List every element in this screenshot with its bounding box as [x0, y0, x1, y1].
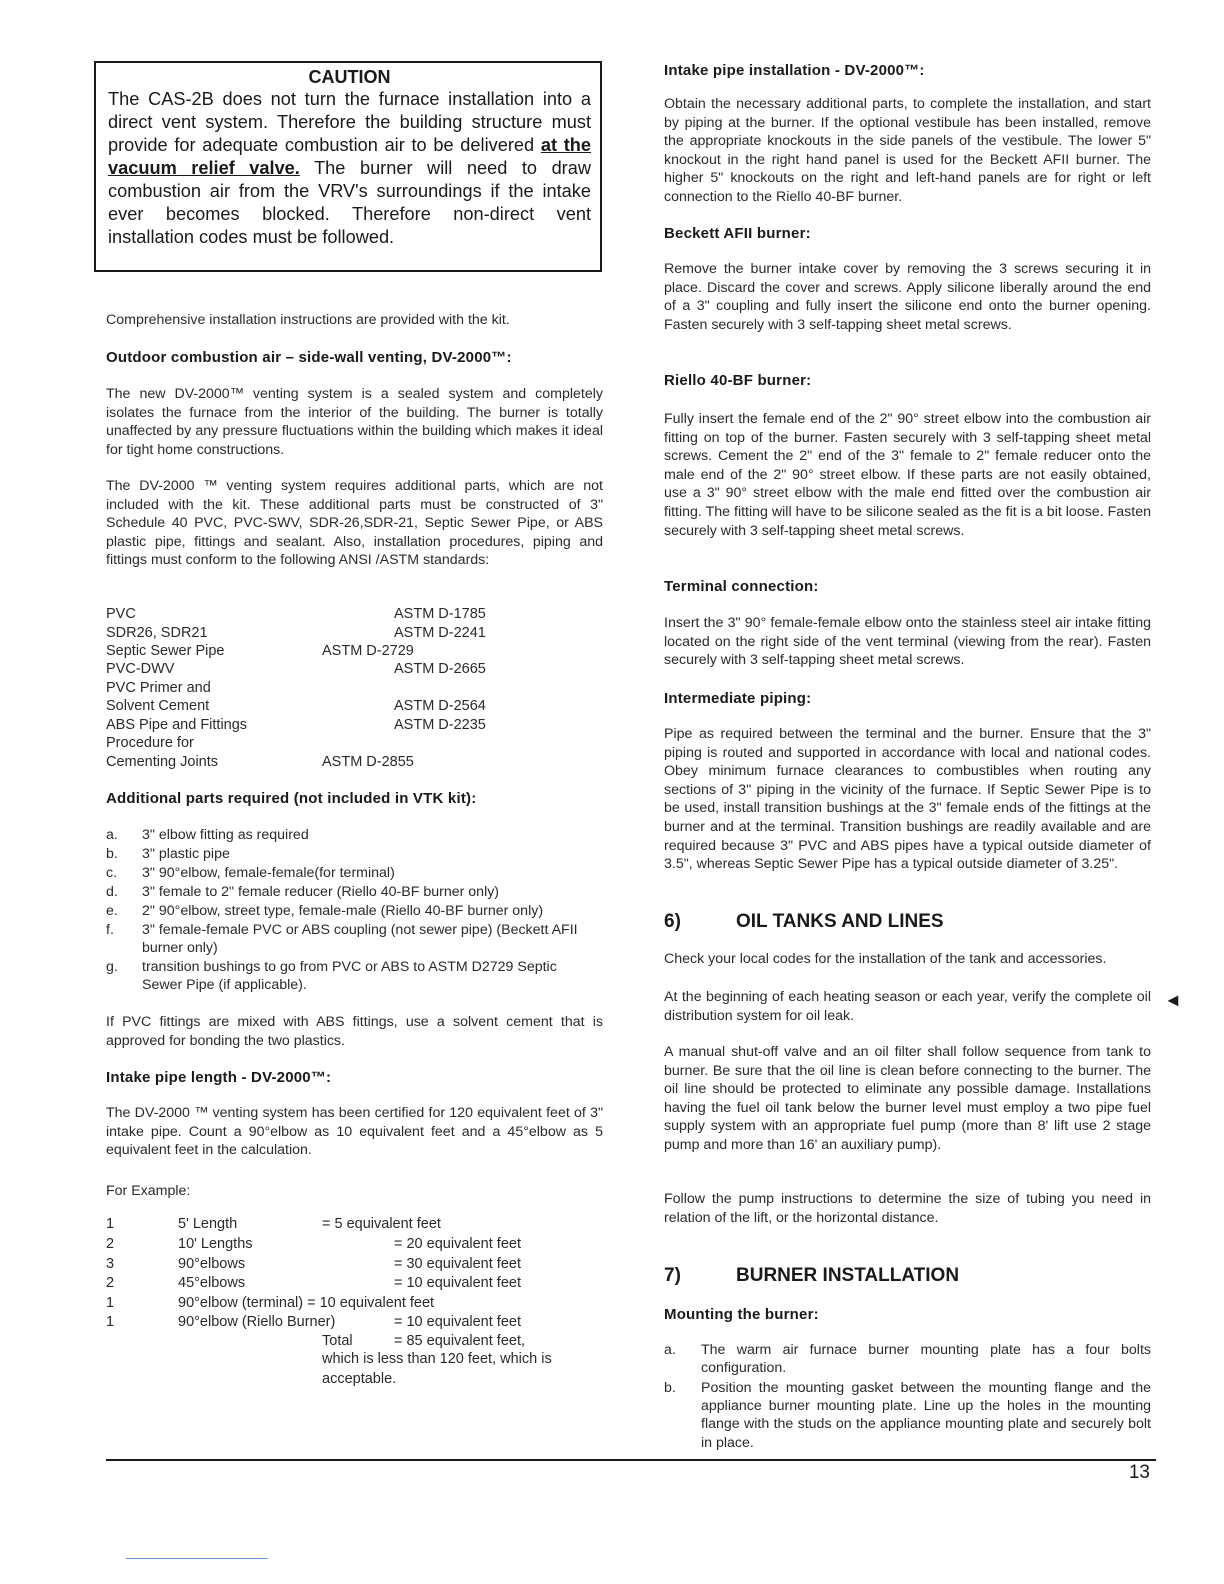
terminal-heading: Terminal connection: — [664, 578, 819, 595]
scan-mark-line — [126, 1558, 268, 1559]
oil-paragraph-2: At the beginning of each heating season or each year, verify the complete oil distribution system for oil leak. — [664, 989, 1151, 1024]
beckett-heading: Beckett AFII burner: — [664, 225, 811, 242]
oil-section-title: 6) OIL TANKS AND LINES — [664, 911, 944, 932]
length-heading: Intake pipe length - DV-2000™: — [106, 1069, 332, 1086]
outdoor-paragraph-2: The DV-2000 ™ venting system requires additional parts, which are not included with the kit. These additional parts must be constructed of 3" Schedule 40 PVC, PVC-SWV, SDR-26,SDR-21, Septic Sewer Pipe, or ABS plastic pipe, fittings and sealant. Also, installation procedures, piping and fittings must conform to the following ANSI /ASTM standards: — [106, 478, 603, 569]
caution-text: The CAS-2B does not turn the furnace installation into a direct vent system. Therefore the building structure must provide for adequate combustion air to be delivered at the vacuum relief valve. The burner will need to draw combustion air from the VRV's surroundings if the intake ever becomes blocked. Therefore non-direct vent installation codes must be followed. — [108, 89, 591, 247]
burner-section-title: 7) BURNER INSTALLATION — [664, 1265, 960, 1286]
mounting-heading: Mounting the burner: — [664, 1306, 819, 1323]
caution-title: CAUTION — [308, 67, 391, 87]
outdoor-heading: Outdoor combustion air – side-wall venting, DV-2000™: — [106, 349, 512, 366]
caution-box — [94, 61, 602, 272]
footer-rule — [106, 1459, 1156, 1461]
oil-paragraph-1: Check your local codes for the installation of the tank and accessories. — [664, 951, 1107, 967]
intermediate-heading: Intermediate piping: — [664, 690, 812, 707]
mix-note: If PVC fittings are mixed with ABS fittings, use a solvent cement that is approved for bonding the two plastics. — [106, 1014, 603, 1049]
revision-arrow-icon: ◄ — [1164, 990, 1182, 1010]
caution-emphasis: at the vacuum relief valve. — [108, 135, 591, 178]
terminal-paragraph: Insert the 3" 90° female-female elbow onto the stainless steel air intake fitting located on the right side of the vent terminal (viewing from the rear). Fasten securely with 3 self-tapping sheet metal screws. — [664, 615, 1151, 669]
page-number: 13 — [1128, 1462, 1150, 1483]
intermediate-paragraph: Pipe as required between the terminal and the burner. Ensure that the 3" piping is routed and supported in accordance with local and national codes. Obey minimum furnace clearances to combustibles when routing any sections of 3" piping in the vicinity of the furnace. If Septic Sewer Pipe is to be used, install transition bushings at the 3" female ends of the fittings at the burner and at the terminal. Transition bushings are readily available and are required because 3" PVC and ABS pipes have a typical outside diameter of 3.5", whereas Septic Sewer Pipe has a typical outside diameter of 3.25". — [664, 726, 1151, 873]
outdoor-paragraph-1: The new DV-2000™ venting system is a sealed system and completely isolates the furnace from the interior of the building. The burner is totally unaffected by any pressure fluctuations within the building which makes it ideal for tight home constructions. — [106, 386, 603, 458]
example-label: For Example: — [106, 1183, 191, 1199]
length-paragraph: The DV-2000 ™ venting system has been certified for 120 equivalent feet of 3" intake pipe. Count a 90°elbow as 10 equivalent feet and a 45°elbow as 5 equivalent feet in the calculation. — [106, 1105, 603, 1159]
oil-paragraph-4: Follow the pump instructions to determine the size of tubing you need in relation of the lift, or the horizontal distance. — [664, 1191, 1151, 1226]
riello-paragraph: Fully insert the female end of the 2" 90° street elbow into the combustion air fitting on top of the burner. Fasten securely with 3 self-tapping sheet metal screws. Cement the 2" end of the 3" female to 2" female reducer onto the male end of the 2" 90° street elbow. If these parts are not easily obtained, use a 3" 90° street elbow with the male end fitted over the combustion air fitting. The fitting will have to be silicone sealed as the fit is a bit loose. Fasten securely with 3 self-tapping sheet metal screws. — [664, 411, 1151, 539]
parts-heading: Additional parts required (not included in VTK kit): — [106, 790, 477, 807]
intro-text: Comprehensive installation instructions are provided with the kit. — [106, 312, 510, 328]
oil-paragraph-3: A manual shut-off valve and an oil filter shall follow sequence from tank to burner. Be sure that the oil line is clean before connecting to the burner. The oil line should be protected to eliminate any possible damage. Installations having the fuel oil tank below the burner level must employ a two pipe fuel supply system with an appropriate fuel pump (more than 8' lift use 2 stage pump and more than 16' an auxiliary pump). — [664, 1044, 1151, 1153]
riello-heading: Riello 40-BF burner: — [664, 372, 812, 389]
beckett-paragraph: Remove the burner intake cover by removing the 3 screws securing it in place. Discard the cover and screws. Apply silicone liberally around the end of a 3" coupling and fully insert the silicone end onto the burner opening. Fasten securely with 3 self-tapping sheet metal screws. — [664, 261, 1151, 333]
example-total-note: which is less than 120 feet, which is acceptable. — [322, 1351, 552, 1387]
intake-paragraph: Obtain the necessary additional parts, to complete the installation, and start by piping at the burner. If the optional vestibule has been installed, remove the appropriate knockouts in the side panels of the vestibule. The lower 5" knockout in the right hand panel is used for the Beckett AFII burner. The higher 5" knockouts on the right and left-hand panels are for right or left connection to the Riello 40-BF burner. — [664, 96, 1151, 205]
intake-heading: Intake pipe installation - DV-2000™: — [664, 62, 925, 79]
